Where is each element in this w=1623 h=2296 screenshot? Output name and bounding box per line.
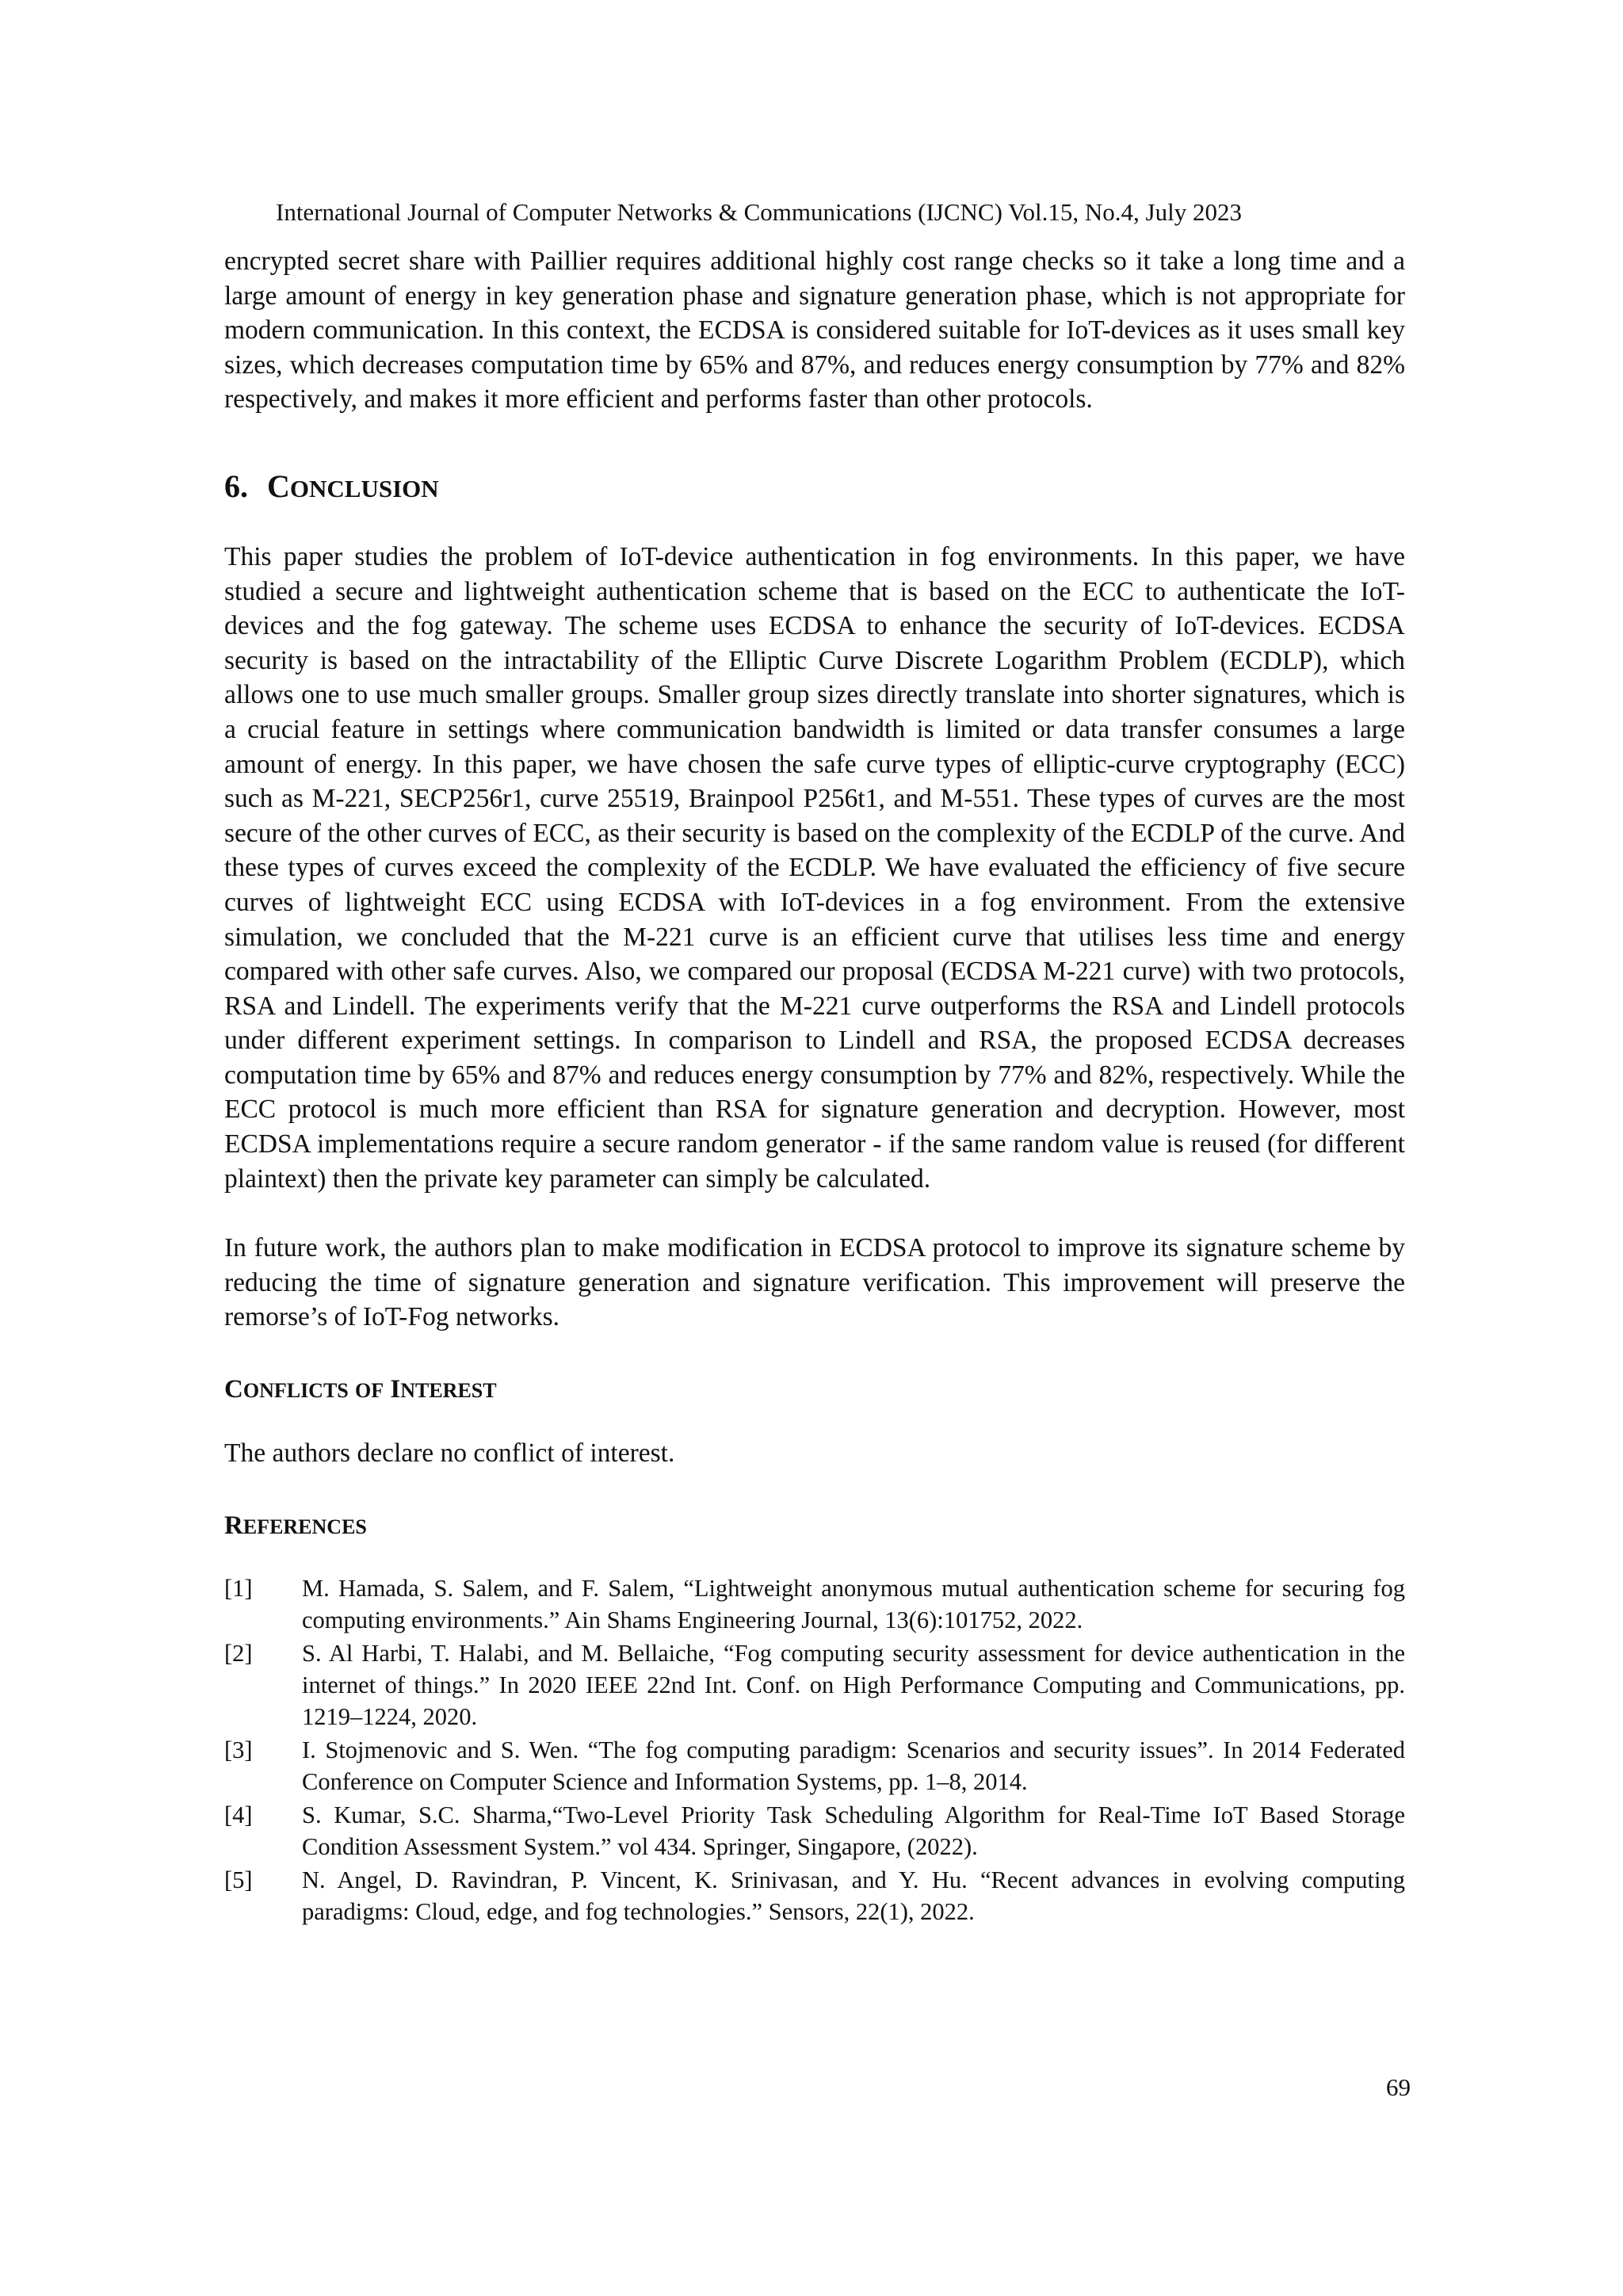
page-number: 69 [1386,2073,1411,2101]
section-title-rest: ONCLUSION [289,474,439,502]
reference-item [224,1799,1405,1862]
conclusion-paragraph-2: In future work, the authors plan to make modification in ECDSA protocol to improve its signature scheme by reducing the time of signature generation and signature verification. This improvement will preserve the remorse’s of IoT-Fog networks. [224,1233,1405,1332]
conflicts-text: The authors declare no conflict of interest. [224,1438,675,1469]
conflicts-title-c: C [224,1375,243,1404]
reference-item [224,1734,1405,1797]
reference-item [224,1864,1405,1927]
conflicts-title-i: I [390,1375,401,1404]
references-list [224,1572,1405,1927]
references-title-initial: R [224,1511,243,1540]
conflicts-title-of: OF [355,1379,384,1403]
reference-number: [3] [224,1736,253,1763]
conclusion-paragraph-1: This paper studies the problem of IoT-device authentication in fog environments. In this paper, we have studied a secure and lightweight authentication scheme that is based on the ECC to authenticate the IoT-devices and the fog gateway. The scheme uses ECDSA to enhance the security of IoT-devices. ECDSA security is based on the intractability of the Elliptic Curve Discrete Logarithm Problem (ECDLP), which allows one to use much smaller groups. Smaller group sizes directly translate into shorter signatures, which is a crucial feature in settings where communication bandwidth is limited or data transfer consumes a large amount of energy. In this paper, we have chosen the safe curve types of elliptic-curve cryptography (ECC) such as M-221, SECP256r1, curve 25519, Brainpool P256t1, and M-551. These types of curves are the most secure of the other curves of ECC, as their security is based on the complexity of the ECDLP of the curve. And these types of curves exceed the complexity of the ECDLP. We have evaluated the efficiency of five secure curves of lightweight ECC using ECDSA with IoT-devices in a fog environment. From the extensive simulation, we concluded that the M-221 curve is an efficient curve that utilises less time and energy compared with other safe curves. Also, we compared our proposal (ECDSA M-221 curve) with two protocols, RSA and Lindell. The experiments verify that the M-221 curve outperforms the RSA and Lindell protocols under different experiment settings. In comparison to Lindell and RSA, the proposed ECDSA decreases computation time by 65% and 87% and reduces energy consumption by 77% and 82%, respectively. While the ECC protocol is much more efficient than RSA for signature generation and decryption. However, most ECDSA implementations require a secure random generator - if the same random value is reused (for different plaintext) then the private key parameter can simply be calculated. [224,541,1405,1194]
reference-item [224,1572,1405,1636]
conclusion-heading [224,468,1405,508]
intro-paragraph: encrypted secret share with Paillier requires additional highly cost range checks so it take a long time and a large amount of energy in key generation phase and signature generation phase, which is not appropriate for modern communication. In this context, the ECDSA is considered suitable for IoT-devices as it uses small key sizes, which decreases computation time by 65% and 87%, and reduces energy consumption by 77% and 82% respectively, and makes it more efficient and performs faster than other protocols. [224,246,1405,415]
running-header: International Journal of Computer Networks & Communications (IJCNC) Vol.15, No.4, July 2023 [276,198,1242,226]
reference-item [224,1637,1405,1733]
conflicts-title-nterest: NTEREST [400,1379,497,1403]
reference-number: [2] [224,1639,253,1667]
reference-text: S. Kumar, S.C. Sharma,“Two-Level Priority Task Scheduling Algorithm for Real-Time IoT Based Storage Condition Assessment System.” vol 434. Springer, Singapore, (2022). [302,1801,1405,1860]
reference-number: [1] [224,1574,253,1602]
reference-text: M. Hamada, S. Salem, and F. Salem, “Lightweight anonymous mutual authentication scheme for securing fog computing environments.” Ain Shams Engineering Journal, 13(6):101752, 2022. [302,1574,1405,1633]
conflicts-heading [224,1373,1405,1408]
references-title-rest: EFERENCES [242,1515,367,1538]
section-title-initial: C [267,468,290,504]
reference-text: I. Stojmenovic and S. Wen. “The fog computing paradigm: Scenarios and security issues”. In 2014 Federated Conference on Computer Science and Information Systems, pp. 1–8, 2014. [302,1736,1405,1795]
conflicts-title-onflicts: ONFLICTS [242,1379,349,1403]
reference-number: [4] [224,1801,253,1828]
reference-number: [5] [224,1866,253,1893]
references-heading [224,1509,1405,1544]
section-number: 6. [224,468,248,504]
reference-text: N. Angel, D. Ravindran, P. Vincent, K. Srinivasan, and Y. Hu. “Recent advances in evolving computing paradigms: Cloud, edge, and fog technologies.” Sensors, 22(1), 2022. [302,1866,1405,1925]
reference-text: S. Al Harbi, T. Halabi, and M. Bellaiche, “Fog computing security assessment for device authentication in the internet of things.” In 2020 IEEE 22nd Int. Conf. on High Performance Computing and Communications, pp. 1219–1224, 2020. [302,1639,1405,1730]
page-content [224,244,1405,1929]
